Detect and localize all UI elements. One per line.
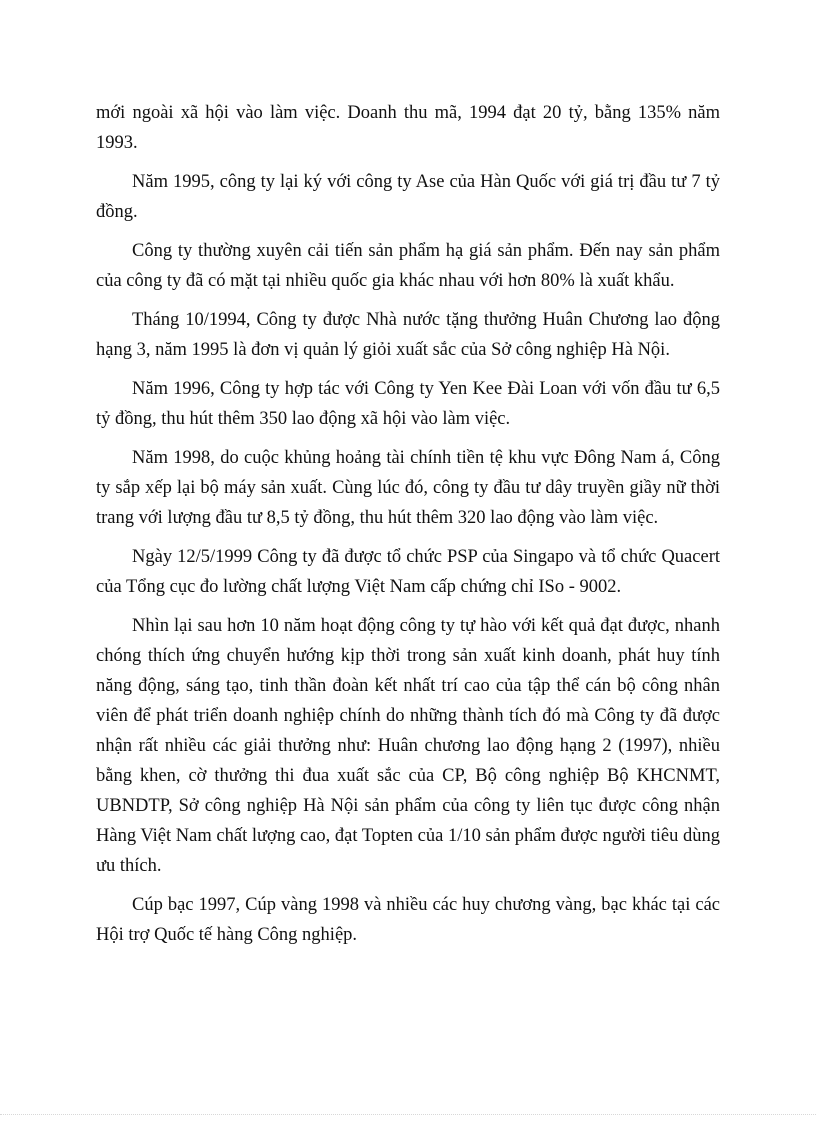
paragraph-ten-year-achievements: Nhìn lại sau hơn 10 năm hoạt động công ty tự hào với kết quả đạt được, nhanh chóng thích ứng chuyển hướng kịp thời trong sản xuất kinh doanh, phát huy tính năng động, sáng tạo, tinh thần đoàn kết nhất trí cao của tập thể cán bộ công nhân viên để phát triển doanh nghiệp chính do những thành tích đó mà Công ty đã được nhận rất nhiều các giải thưởng như: Huân chương lao động hạng 2 (1997), nhiều bằng khen, cờ thưởng thi đua xuất sắc của CP, Bộ công nghiệp Bộ KHCNMT, UBNDTP, Sở công nghiệp Hà Nội sản phẩm của công ty liên tục được công nhận Hàng Việt Nam chất lượng cao, đạt Topten của 1/10 sản phẩm được người tiêu dùng ưu thích.: [96, 616, 720, 876]
document-page: [96, 98, 720, 959]
paragraph-product-improvement: Công ty thường xuyên cải tiến sản phẩm hạ giá sản phẩm. Đến nay sản phẩm của công ty đã có mặt tại nhiều quốc gia khác nhau với hơn 80% là xuất khẩu.: [96, 241, 720, 291]
paragraph-yen-kee-1996: Năm 1996, Công ty hợp tác với Công ty Yen Kee Đài Loan với vốn đầu tư 6,5 tỷ đồng, thu hút thêm 350 lao động xã hội vào làm việc.: [96, 379, 720, 429]
paragraph-cups-medals: Cúp bạc 1997, Cúp vàng 1998 và nhiều các huy chương vàng, bạc khác tại các Hội trợ Quốc tế hàng Công nghiệp.: [96, 895, 720, 945]
page-bottom-rule: [0, 1114, 816, 1115]
paragraph-ase-investment-1995: Năm 1995, công ty lại ký với công ty Ase của Hàn Quốc với giá trị đầu tư 7 tỷ đồng.: [96, 172, 720, 222]
paragraph-iso-certificate-1999: Ngày 12/5/1999 Công ty đã được tổ chức PSP của Singapo và tổ chức Quacert của Tổng cục đo lường chất lượng Việt Nam cấp chứng chỉ ISo - 9002.: [96, 547, 720, 597]
paragraph-crisis-1998: Năm 1998, do cuộc khủng hoảng tài chính tiền tệ khu vực Đông Nam á, Công ty sắp xếp lại bộ máy sản xuất. Cùng lúc đó, công ty đầu tư dây truyền giầy nữ thời trang với lượng đầu tư 8,5 tỷ đồng, thu hút thêm 320 lao động vào làm việc.: [96, 448, 720, 528]
paragraph-revenue-1994: mới ngoài xã hội vào làm việc. Doanh thu mã, 1994 đạt 20 tỷ, bằng 135% năm 1993.: [96, 103, 720, 153]
paragraph-labor-medal-1994: Tháng 10/1994, Công ty được Nhà nước tặng thưởng Huân Chương lao động hạng 3, năm 1995 là đơn vị quản lý giỏi xuất sắc của Sở công nghiệp Hà Nội.: [96, 310, 720, 360]
